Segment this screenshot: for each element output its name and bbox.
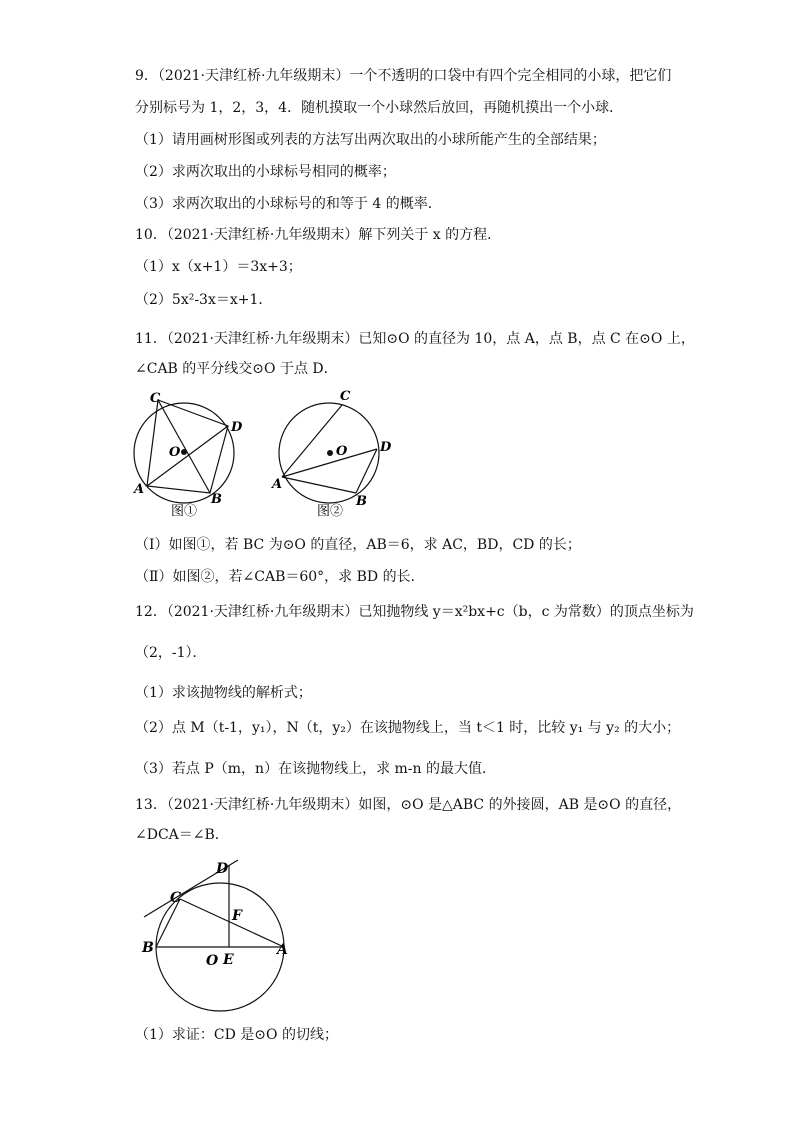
q11-fig2-label-b: B	[356, 494, 367, 509]
q13-line-2: ∠DCA＝∠B．	[135, 827, 229, 843]
q11-fig2-label-o: O	[336, 444, 348, 459]
q11-figure-2	[270, 385, 410, 520]
q13-label-f: F	[232, 908, 242, 924]
q9-line-2: 分别标号为 1，2，3，4．随机摸取一个小球然后放回，再随机摸出一个小球．	[135, 100, 624, 116]
q13-part-1: （1）求证：CD 是⊙O 的切线；	[135, 1027, 338, 1043]
q9-part-3: （3）求两次取出的小球标号的和等于 4 的概率．	[135, 196, 442, 212]
q11-part-1: （Ⅰ）如图①，若 BC 为⊙O 的直径，AB＝6，求 AC，BD，CD 的长；	[135, 537, 581, 553]
q11-fig2-label-a: A	[272, 477, 283, 492]
q11-fig1-label-c: C	[150, 391, 161, 406]
q11-figure-1	[125, 385, 255, 520]
q11-fig1-label-b: B	[211, 492, 222, 507]
q9-line-1: 9．（2021·天津红桥·九年级期末）一个不透明的口袋中有四个完全相同的小球，把它们	[135, 68, 672, 84]
q11-part-2: （Ⅱ）如图②，若∠CAB＝60°，求 BD 的长．	[135, 569, 425, 585]
q13-label-d: D	[216, 861, 229, 877]
q12-part-1: （1）求该抛物线的解析式；	[135, 685, 312, 701]
q12-line-1: 12．（2021·天津红桥·九年级期末）已知抛物线 y＝x²bx+c（b，c 为常数）的顶点坐标为	[135, 604, 694, 620]
q11-fig2-caption: 图②	[317, 504, 344, 519]
q12-part-3: （3）若点 P（m，n）在该抛物线上，求 m-n 的最大值．	[135, 761, 496, 777]
q10-line-1: 10．（2021·天津红桥·九年级期末）解下列关于 x 的方程．	[135, 227, 502, 243]
q11-fig1-caption: 图①	[171, 504, 198, 519]
q13-label-o: O	[206, 953, 219, 969]
q13-label-a: A	[277, 942, 288, 958]
q12-part-2: （2）点 M（t-1，y₁），N（t，y₂）在该抛物线上，当 t＜1 时，比较 y₁ 与 y₂ 的大小；	[135, 720, 681, 736]
q11-fig1-label-o: O	[169, 445, 181, 460]
q9-part-1: （1）请用画树形图或列表的方法写出两次取出的小球所能产生的全部结果；	[135, 132, 606, 148]
q13-label-b: B	[142, 940, 154, 956]
q12-line-2: （2，-1）．	[135, 645, 207, 661]
q10-part-2: （2）5x²-3x＝x+1．	[135, 292, 273, 308]
q11-fig2-label-d: D	[380, 440, 392, 455]
q13-label-c: C	[170, 890, 182, 906]
q11-fig1-label-d: D	[231, 420, 243, 435]
q9-part-2: （2）求两次取出的小球标号相同的概率；	[135, 164, 396, 180]
q11-fig2-label-c: C	[340, 389, 351, 404]
q13-line-1: 13．（2021·天津红桥·九年级期末）如图，⊙O 是△ABC 的外接圆，AB 是⊙O 的直径，	[135, 797, 682, 813]
q11-fig1-label-a: A	[134, 482, 145, 497]
q11-line-2: ∠CAB 的平分线交⊙O 于点 D．	[135, 361, 338, 377]
q13-figure	[138, 855, 298, 1015]
q13-label-e: E	[223, 952, 234, 968]
q11-line-1: 11．（2021·天津红桥·九年级期末）已知⊙O 的直径为 10，点 A，点 B，点 C 在⊙O 上，	[135, 331, 695, 347]
q10-part-1: （1）x（x+1）＝3x+3；	[135, 259, 302, 275]
